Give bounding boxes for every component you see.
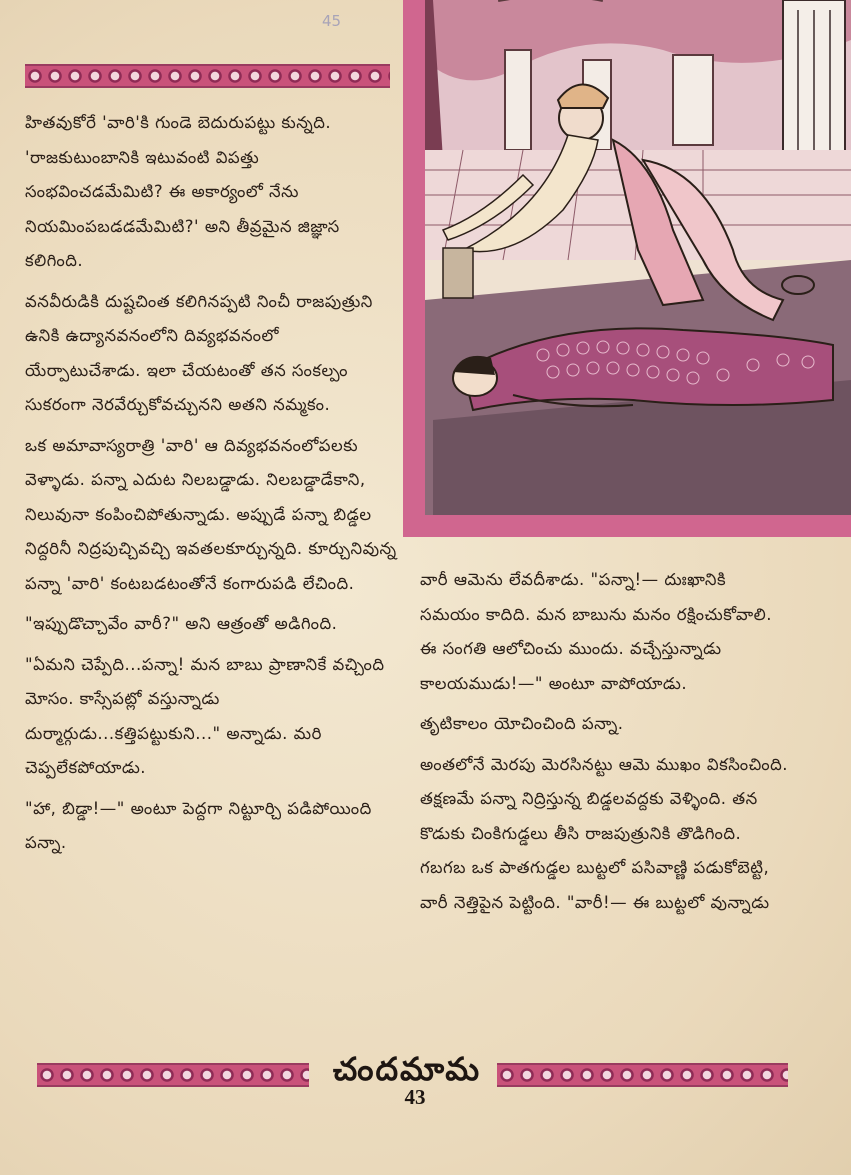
paragraph: "హా, బిడ్డా!—" అంటూ పెద్దగా నిట్టూర్చి పడిపోయింది పన్నా. [25,798,372,852]
decorative-border-bottom-left [37,1063,309,1087]
decorative-border-top [25,64,390,88]
paragraph: హితవుకోరే 'వారి'కి గుండె బెదురుపట్టు కున్నది. 'రాజకుటుంబానికి ఇటువంటి విపత్తు సంభవించడమేమిటి? ఈ అకార్యంలో నేను నియమింపబడడమేమిటి?' అని తీవ్రమైన జిజ్ఞాస కలిగింది. [25,113,340,270]
paragraph: "ఇప్పుడొచ్చావేం వారీ?" అని ఆత్రంతో అడిగింది. [25,614,338,633]
paragraph: "ఏమని చెప్పేది...పన్నా! మన బాబు ప్రాణానికే వచ్చింది మోసం. కాస్సేపట్లో వస్తున్నాడు దుర్మార్గుడు...కత్తిపట్టుకుని..." అన్నాడు. మరి చెప్పలేకపోయాడు. [25,654,385,777]
story-illustration [403,0,851,537]
paragraph: వారీ ఆమెను లేవదీశాడు. "పన్నా!— దుఃఖానికి సమయం కాదిది. మన బాబును మనం రక్షించుకోవాలి. ఈ సంగతి ఆలోచించు ముందు. వచ్చేస్తున్నాడు కాలయముడు!—" అంటూ వాపోయాడు. [420,570,772,693]
paragraph: ఒక అమావాస్యరాత్రి 'వారి' ఆ దివ్యభవనంలోపలకు వెళ్ళాడు. పన్నా ఎదుట నిలబడ్డాడు. నిలబడ్డాడేకాని, నిలువునా కంపించిపోతున్నాడు. అప్పుడే పన్నా బిడ్డల నిద్దరినీ నిద్రపుచ్చివచ్చి ఇవతలకూర్చున్నది. కూర్చునివున్న పన్నా 'వారి' కంటబడటంతోనే కంగారుపడి లేచింది. [25,435,397,593]
magazine-title: చందమామ [332,1050,482,1088]
right-text-column [420,563,790,926]
decorative-border-bottom-right [497,1063,788,1087]
pencil-corner-mark: 45 [322,12,342,30]
page-number: 43 [404,1085,426,1109]
paragraph: తృటికాలం యోచించింది పన్నా. [420,714,624,733]
left-text-column [25,106,400,867]
paragraph: అంతలోనే మెరపు మెరసినట్టు ఆమె ముఖం వికసించింది. తక్షణమే పన్నా నిద్రిస్తున్న బిడ్డలవద్దకు వెళ్ళింది. తన కొడుకు చింకిగుడ్డలు తీసి రాజపుత్రునికి తొడిగింది. గబగబ ఒక పాతగుడ్డల బుట్టలో పసివాణ్ణి పడుకోబెట్టి, వారీ నెత్తిపైన పెట్టింది. "వారీ!— ఈ బుట్టలో వున్నాడు [420,754,789,912]
paragraph: వనవీరుడికి దుష్టచింత కలిగినప్పటి నించీ రాజపుత్రుని ఉనికి ఉద్యానవనంలోని దివ్యభవనంలో యేర్పాటుచేశాడు. ఇలా చేయటంతో తన సంకల్పం సుకరంగా నెరవేర్చుకోవచ్చునని అతని నమ్మకం. [25,291,373,414]
